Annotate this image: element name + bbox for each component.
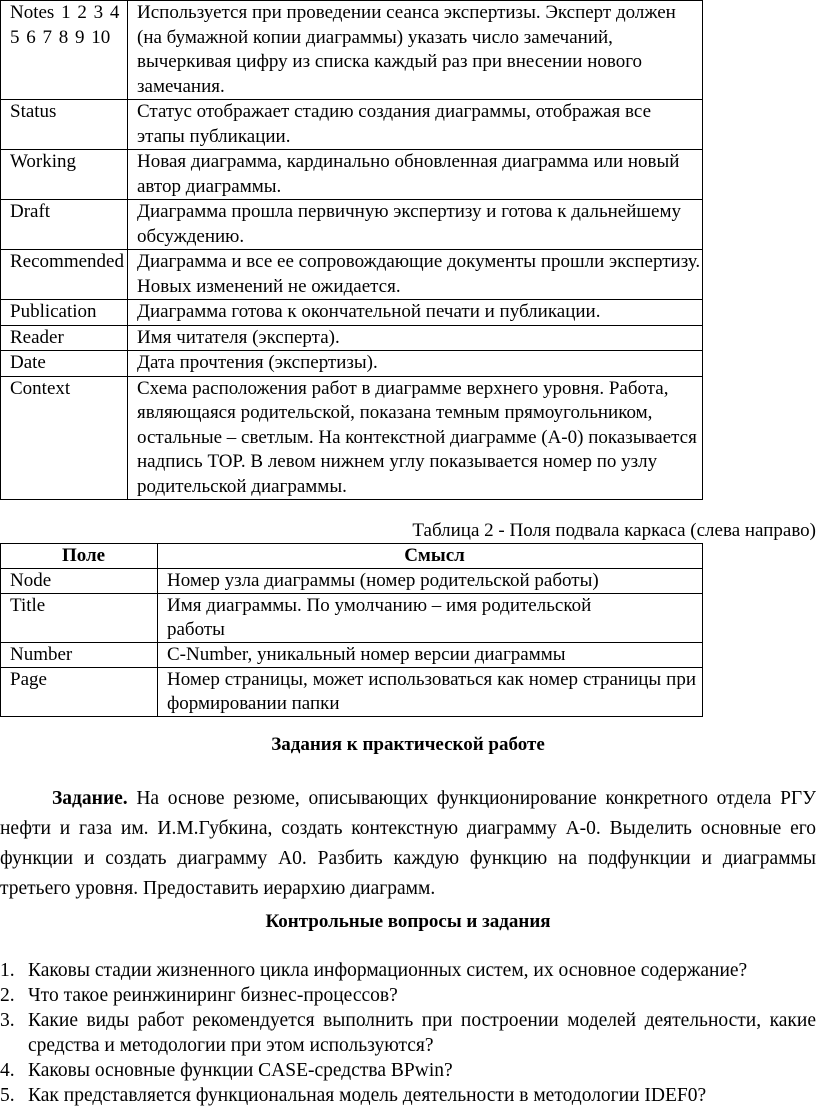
table-row	[1, 569, 703, 594]
table-row	[1, 594, 703, 643]
table-header-row	[1, 544, 703, 569]
table-row	[1, 325, 703, 351]
list-item	[0, 958, 816, 983]
task-label: Задание.	[52, 788, 128, 809]
column-header-meaning: Смысл	[158, 544, 703, 569]
item-number: 2.	[0, 985, 15, 1006]
status-fields-table	[0, 0, 703, 500]
item-number: 4.	[0, 1060, 15, 1081]
field-cell: Notes 1 2 3 4 5 6 7 8 9 10	[1, 1, 128, 100]
item-number: 3.	[0, 1010, 15, 1031]
column-header-field: Поле	[1, 544, 158, 569]
field-cell: Reader	[1, 325, 128, 351]
item-text: Как представляется функциональная модель деятельности в методологии IDEF0?	[28, 1085, 707, 1106]
list-item	[0, 1058, 816, 1083]
questions-list	[0, 958, 816, 1108]
table-row	[1, 351, 703, 377]
table-row	[1, 300, 703, 326]
field-cell: Title	[1, 594, 158, 643]
meaning-cell: Номер узла диаграммы (номер родительской работы)	[158, 569, 703, 594]
field-cell: Status	[1, 100, 128, 150]
meaning-cell: Статус отображает стадию создания диаграммы, отображая все этапы публикации.	[128, 100, 703, 150]
list-item	[0, 1083, 816, 1108]
meaning-cell: Дата прочтения (экспертизы).	[128, 351, 703, 377]
questions-heading: Контрольные вопросы и задания	[265, 911, 551, 932]
table-row	[1, 150, 703, 200]
table-row	[1, 200, 703, 250]
meaning-cell: Номер страницы, может использоваться как номер страницы при формировании папки	[158, 668, 703, 717]
meaning-cell: Диаграмма готова к окончательной печати и публикации.	[128, 300, 703, 326]
practice-heading: Задания к практической работе	[271, 734, 545, 755]
list-item	[0, 983, 816, 1008]
meaning-cell: Диаграмма и все ее сопровождающие документы прошли экспертизу. Новых изменений не ожидается.	[128, 250, 703, 300]
field-cell: Context	[1, 376, 128, 500]
field-cell: Page	[1, 668, 158, 717]
field-cell: Recommended	[1, 250, 128, 300]
item-text: Что такое реинжиниринг бизнес-процессов?	[28, 985, 398, 1006]
list-item	[0, 1008, 816, 1058]
meaning-cell: Схема расположения работ в диаграмме верхнего уровня. Работа, являющаяся родительской, показана темным прямоугольником, остальные – светлым. На контекстной диаграмме (А-0) показывается надпись TOP. В левом нижнем углу показывается номер по узлу родительской диаграммы.	[128, 376, 703, 500]
meaning-cell: Диаграмма прошла первичную экспертизу и готова к дальнейшему обсуждению.	[128, 200, 703, 250]
table-row	[1, 100, 703, 150]
task-paragraph	[0, 784, 816, 904]
footer-fields-table	[0, 543, 703, 717]
field-cell: Node	[1, 569, 158, 594]
meaning-cell: Имя читателя (эксперта).	[128, 325, 703, 351]
field-cell: Number	[1, 643, 158, 668]
meaning-cell: Имя диаграммы. По умолчанию – имя родительской работы	[158, 594, 703, 643]
item-text: Каковы основные функции CASE-средства BPwin?	[28, 1060, 453, 1081]
item-text: Каковы стадии жизненного цикла информационных систем, их основное содержание?	[28, 960, 748, 981]
item-text: Какие виды работ рекомендуется выполнить при построении моделей деятельности, какие средства и методологии при этом используются?	[28, 1010, 816, 1056]
table-row	[1, 643, 703, 668]
field-cell: Draft	[1, 200, 128, 250]
field-cell: Working	[1, 150, 128, 200]
table-caption: Таблица 2 - Поля подвала каркаса (слева направо)	[412, 520, 816, 541]
meaning-cell: Новая диаграмма, кардинально обновленная диаграмма или новый автор диаграммы.	[128, 150, 703, 200]
field-cell: Publication	[1, 300, 128, 326]
item-number: 5.	[0, 1085, 15, 1106]
meaning-cell: C-Number, уникальный номер версии диаграммы	[158, 643, 703, 668]
task-text: На основе резюме, описывающих функционирование конкретного отдела РГУ нефти и газа им. И.М.Губкина, создать контекстную диаграмму А-0. Выделить основные его функции и создать диаграмму А0. Разбить каждую функцию на подфункции и диаграммы третьего уровня. Предоставить иерархию диаграмм.	[0, 788, 816, 899]
meaning-cell: Используется при проведении сеанса экспертизы. Эксперт должен (на бумажной копии диаграммы) указать число замечаний, вычеркивая цифру из списка каждый раз при внесении нового замечания.	[128, 1, 703, 100]
table-row	[1, 250, 703, 300]
table-row	[1, 668, 703, 717]
item-number: 1.	[0, 960, 15, 981]
field-cell: Date	[1, 351, 128, 377]
table-row	[1, 376, 703, 500]
table-row	[1, 1, 703, 100]
